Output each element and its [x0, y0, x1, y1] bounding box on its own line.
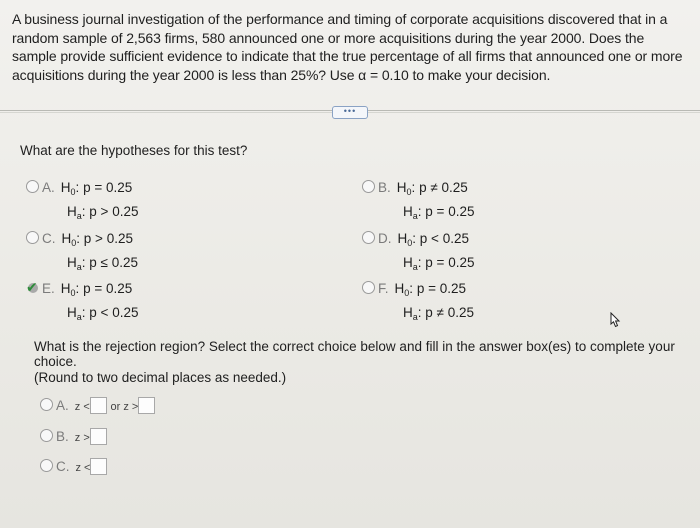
ha-label: $H_a$: [403, 255, 422, 272]
rejection-prompt: What is the rejection region? Select the correct choice below and fill in the answer box(es) to complete your choice. [34, 339, 675, 369]
hypothesis-option-c[interactable]: C. $H_0$: p > 0.25 $H_a$: p ≤ 0.25 [26, 229, 138, 277]
ha-value: p = 0.25 [425, 204, 475, 219]
question-text: A business journal investigation of the performance and timing of corporate acquisitions discovered that in a random sample of 2,563 firms, 580 announced one or more acquisitions during the year 2000. Does the sample provide sufficient evidence to indicate that the true percentage of all firms that announced one or more acquisitions during the year 2000 is less than 25%? Use α = 0.10 to make your decision. [12, 11, 683, 83]
h0-label: $H_0$: [397, 231, 417, 248]
h0-value: p ≠ 0.25 [419, 180, 468, 195]
ha-label: $H_a$: [67, 305, 86, 322]
h0-label: $H_0$: [396, 180, 416, 197]
rejection-option-a[interactable]: A. z < or z > [40, 396, 155, 417]
hypothesis-option-d[interactable]: D. $H_0$: p < 0.25 $H_a$: p = 0.25 [362, 229, 474, 277]
radio-button[interactable] [362, 180, 375, 193]
ha-value: p > 0.25 [89, 204, 139, 219]
h0-label: $H_0$: [60, 281, 80, 298]
radio-button[interactable] [26, 231, 39, 244]
ha-label: $H_a$: [67, 204, 86, 221]
hypothesis-option-b[interactable]: B. $H_0$: p ≠ 0.25 $H_a$: p = 0.25 [362, 178, 474, 226]
ha-value: p ≤ 0.25 [89, 255, 138, 270]
radio-button[interactable] [362, 281, 375, 294]
h0-value: p < 0.25 [419, 231, 469, 246]
radio-button[interactable] [26, 180, 39, 193]
rejection-option-c[interactable]: C. z < [40, 457, 107, 478]
hypothesis-option-f[interactable]: F. $H_0$: p = 0.25 $H_a$: p ≠ 0.25 [362, 279, 474, 327]
rejection-option-b[interactable]: B. z > [40, 427, 107, 448]
radio-button[interactable] [40, 398, 53, 411]
answer-input-upper[interactable] [138, 397, 155, 414]
mouse-cursor-icon [607, 312, 621, 328]
h0-label: $H_0$: [61, 231, 81, 248]
h0-value: p > 0.25 [83, 231, 133, 246]
radio-button[interactable] [362, 231, 375, 244]
checkmark-icon[interactable]: ✔ [26, 279, 38, 295]
h0-value: p = 0.25 [416, 281, 466, 296]
h0-label: $H_0$: [394, 281, 414, 298]
radio-button[interactable] [40, 459, 53, 472]
h0-label: $H_0$: [60, 180, 80, 197]
ha-value: p = 0.25 [425, 255, 475, 270]
answer-input[interactable] [90, 428, 107, 445]
ha-label: $H_a$: [403, 204, 422, 221]
answer-input-lower[interactable] [90, 397, 107, 414]
hypotheses-prompt: What are the hypotheses for this test? [20, 143, 248, 158]
rounding-note: (Round to two decimal places as needed.) [34, 370, 287, 385]
ha-label: $H_a$: [67, 255, 86, 272]
answer-input[interactable] [90, 458, 107, 475]
ha-value: p ≠ 0.25 [425, 305, 474, 320]
ha-label: $H_a$: [403, 305, 422, 322]
h0-value: p = 0.25 [83, 180, 133, 195]
ha-value: p < 0.25 [89, 305, 139, 320]
radio-button[interactable] [40, 429, 53, 442]
hypothesis-option-e[interactable]: ✔ E. $H_0$: p = 0.25 $H_a$: p < 0.25 [26, 279, 139, 322]
more-button[interactable]: ••• [332, 106, 368, 119]
hypothesis-option-a[interactable]: A. $H_0$: p = 0.25 $H_a$: p > 0.25 [26, 178, 138, 226]
h0-value: p = 0.25 [83, 281, 133, 296]
